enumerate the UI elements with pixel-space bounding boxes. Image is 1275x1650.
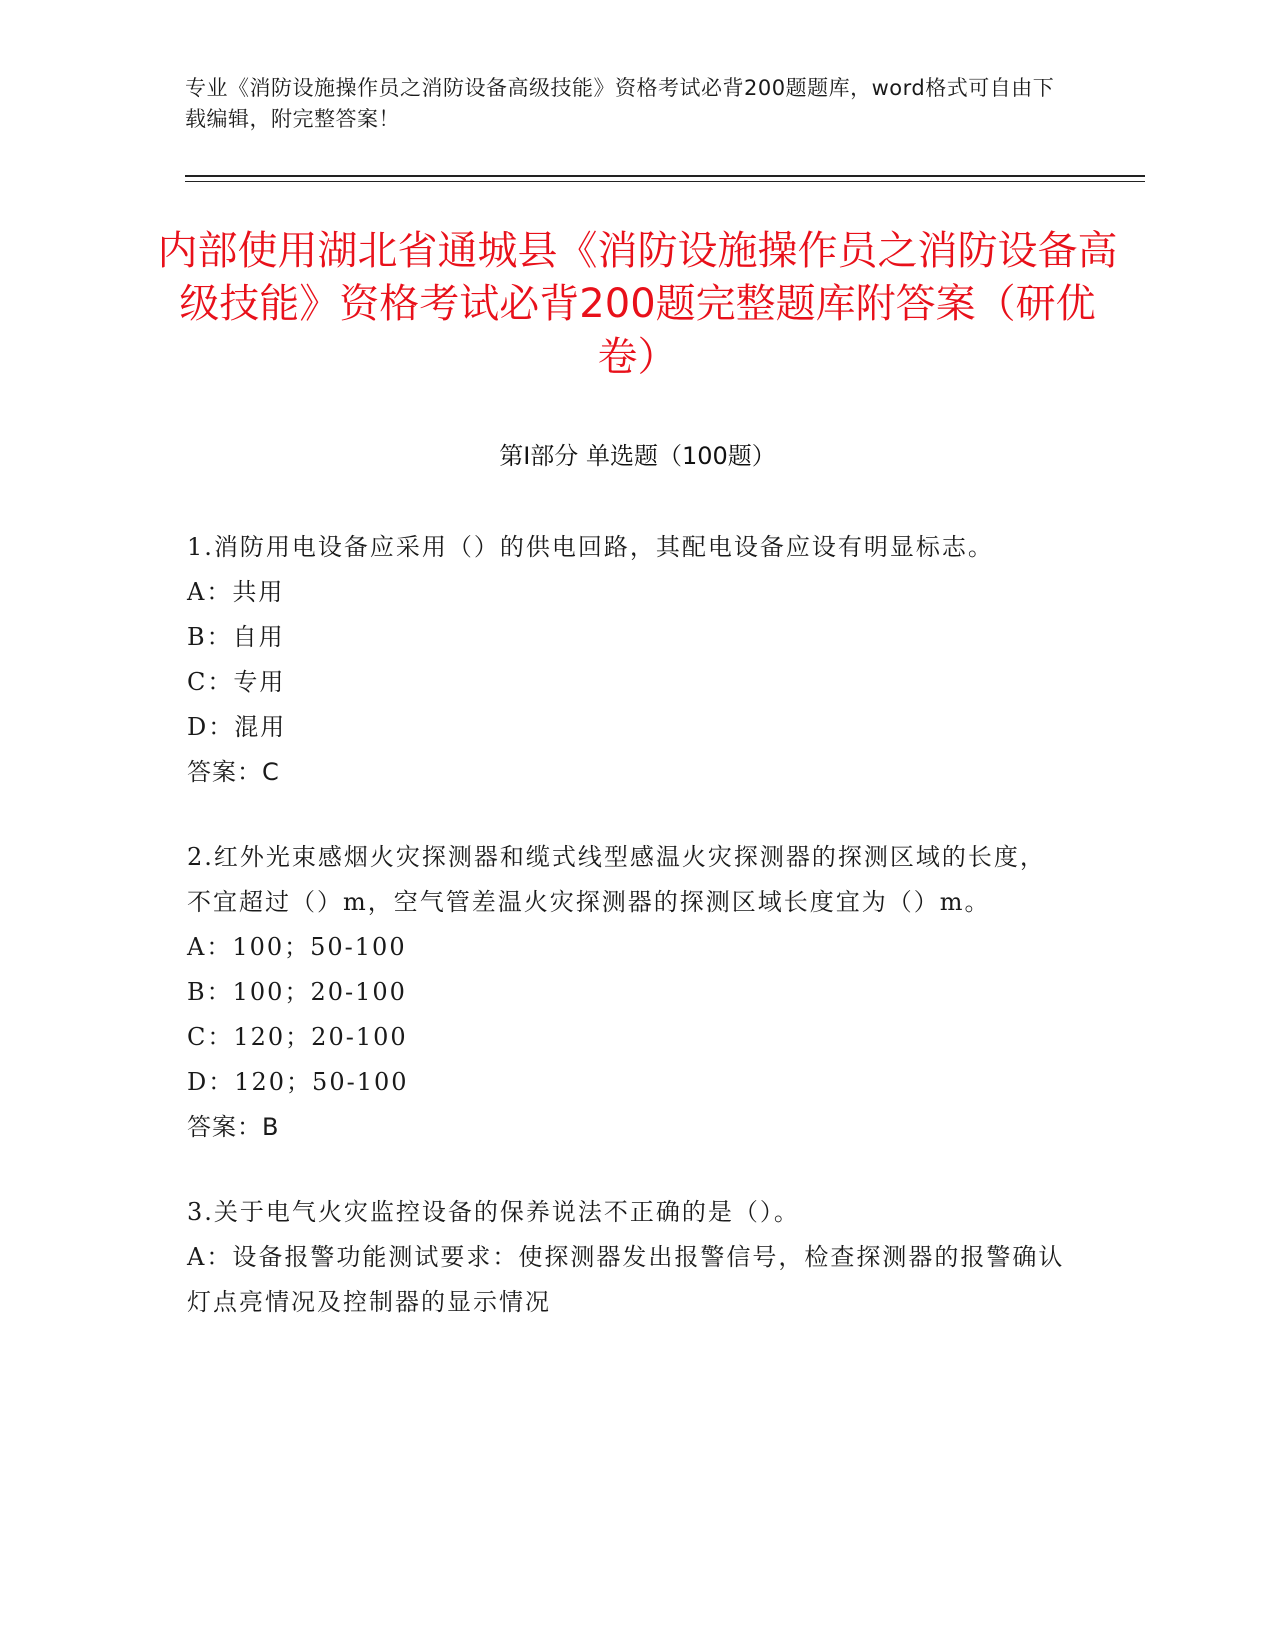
- header-divider-thick: [185, 175, 1145, 177]
- question-3: [187, 1190, 1067, 1325]
- option-b: B：100；20-100: [187, 978, 407, 1006]
- header-divider-thin: [185, 181, 1145, 182]
- option-d: D：120；50-100: [187, 1068, 409, 1096]
- option-a: A：设备报警功能测试要求：使探测器发出报警信号，检查探测器的报警确认灯点亮情况及控制器的显示情况: [187, 1243, 1065, 1316]
- option-b: B：自用: [187, 623, 285, 651]
- option-a: A：共用: [187, 578, 285, 606]
- question-2: [187, 835, 1067, 1150]
- question-list: [187, 525, 1067, 1365]
- option-d: D：混用: [187, 713, 287, 741]
- answer: 答案：C: [187, 758, 280, 786]
- option-a: A：100；50-100: [187, 933, 407, 961]
- question-stem: 3.关于电气火灾监控设备的保养说法不正确的是（）。: [187, 1198, 800, 1226]
- section-heading: 第I部分 单选题（100题）: [499, 442, 776, 470]
- question-1: [187, 525, 1067, 795]
- header-note: 专业《消防设施操作员之消防设备高级技能》资格考试必背200题题库，word格式可自由下载编辑，附完整答案！: [185, 76, 1055, 131]
- option-c: C：专用: [187, 668, 286, 696]
- document-title: 内部使用湖北省通城县《消防设施操作员之消防设备高级技能》资格考试必背200题完整题库附答案（研优卷）: [157, 228, 1118, 380]
- answer: 答案：B: [187, 1113, 280, 1141]
- question-stem: 2.红外光束感烟火灾探测器和缆式线型感温火灾探测器的探测区域的长度，不宜超过（）m，空气管差温火灾探测器的探测区域长度宜为（）m。: [187, 843, 1046, 916]
- option-c: C：120；20-100: [187, 1023, 408, 1051]
- question-stem: 1.消防用电设备应采用（）的供电回路，其配电设备应设有明显标志。: [187, 533, 994, 561]
